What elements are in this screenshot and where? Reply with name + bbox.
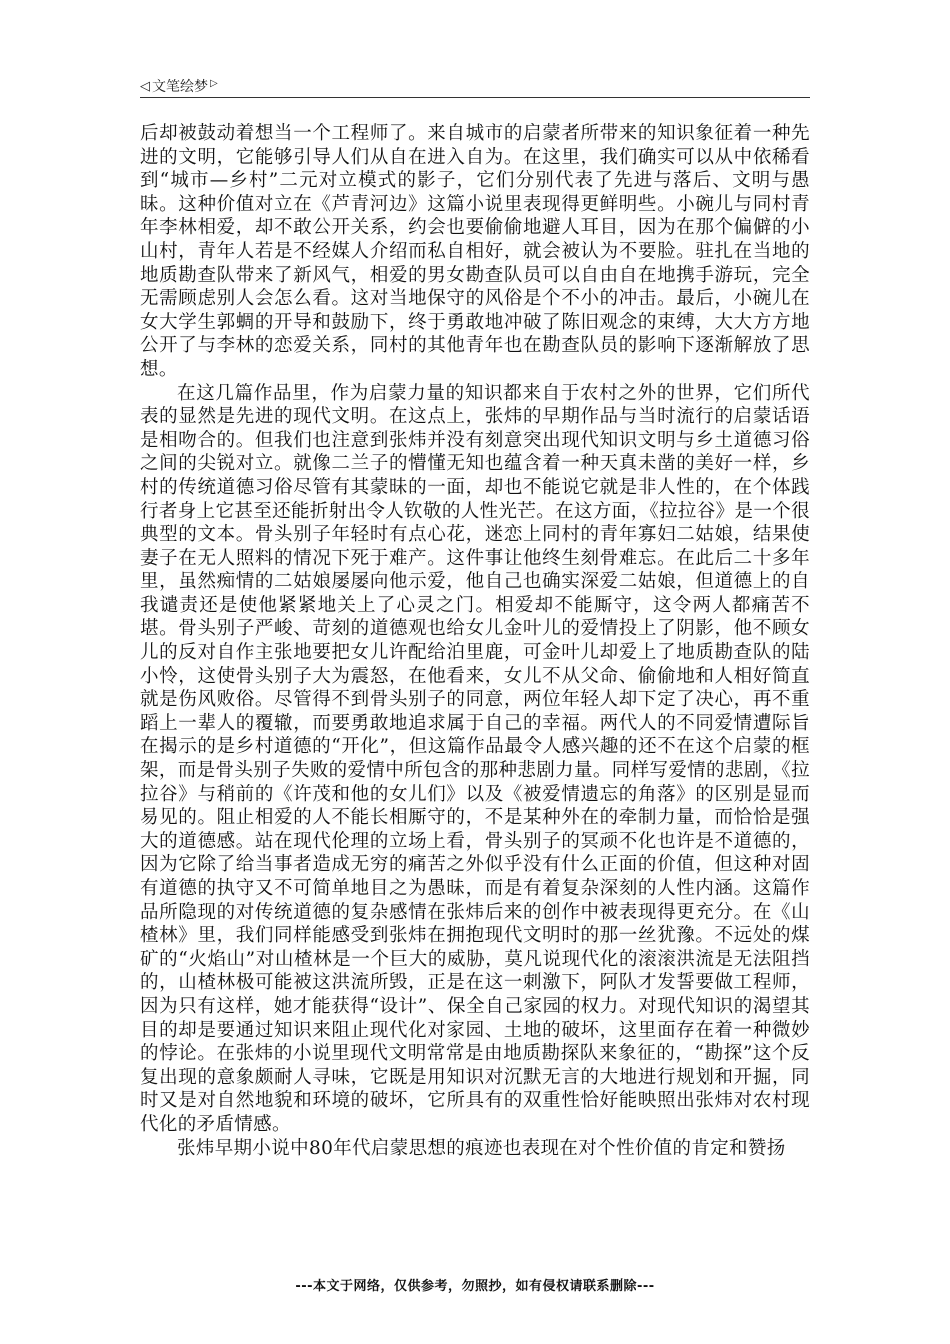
left-triangle-icon: ◁ — [140, 78, 150, 94]
paragraph-2: 在这几篇作品里，作为启蒙力量的知识都来自于农村之外的世界，它们所代表的显然是先进的现代文明。在这点上，张炜的早期作品与当时流行的启蒙话语是相吻合的。但我们也注意到张炜并没有刻意突出现代知识文明与乡土道德习俗之间的尖锐对立。就像二兰子的懵懂无知也蕴含着一种天真未凿的美好一样，乡村的传统道德习俗尽管有其蒙昧的一面，却也不能说它就是非人性的，在个体践行者身上它甚至还能折射出令人钦敬的人性光芒。在这方面，《拉拉谷》是一个很典型的文本。骨头别子年轻时有点心花，迷恋上同村的青年寡妇二姑娘，结果使妻子在无人照料的情况下死于难产。这件事让他终生刻骨难忘。在此后二十多年里，虽然痴情的二姑娘屡屡向他示爱，他自己也确实深爱二姑娘，但道德上的自我谴责还是使他紧紧地关上了心灵之门。相爱却不能厮守，这令两人都痛苦不堪。骨头别子严峻、苛刻的道德观也给女儿金叶儿的爱情投上了阴影，他不顾女儿的反对自作主张地要把女儿许配给泊里鹿，可金叶儿却爱上了地质勘查队的陆小怜，这使骨头别子大为震怒，在他看来，女儿不从父命、偷偷地和人相好简直就是伤风败俗。尽管得不到骨头别子的同意，两位年轻人却下定了决心，再不重蹈上一辈人的覆辙，而要勇敢地追求属于自己的幸福。两代人的不同爱情遭际旨在揭示的是乡村道德的“开化”，但这篇作品最令人感兴趣的还不在这个启蒙的框架，而是骨头别子失败的爱情中所包含的那种悲剧力量。同样写爱情的悲剧，《拉拉谷》与稍前的《许茂和他的女儿们》以及《被爱情遗忘的角落》的区别是显而易见的。阻止相爱的人不能长相厮守的，不是某种外在的牵制力量，而恰恰是强大的道德感。站在现代伦理的立场上看，骨头别子的冥顽不化也许是不道德的，因为它除了给当事者造成无穷的痛苦之外似乎没有什么正面的价值，但这种对固有道德的执守又不可简单地目之为愚昧，而是有着复杂深刻的人性内涵。这篇作品所隐现的对传统道德的复杂感情在张炜后来的创作中被表现得更充分。在《山楂林》里，我们同样能感受到张炜在拥抱现代文明时的那一丝犹豫。不远处的煤矿的“火焰山”对山楂林是一个巨大的威胁，莫凡说现代化的滚滚洪流是无法阻挡的，山楂林极可能被这洪流所毁，正是在这一刺激下，阿队才发誓要做工程师，因为只有这样，她才能获得“设计”、保全自己家园的权力。对现代知识的渴望其目的却是要通过知识来阻止现代化对家园、土地的破坏，这里面存在着一种微妙的悖论。在张炜的小说里现代文明常常是由地质勘探队来象征的，“勘探”这个反复出现的意象颇耐人寻味，它既是用知识对沉默无言的大地进行规划和开掘，同时又是对自然地貌和环境的破坏，它所具有的双重性恰好能映照出张炜对农村现代化的矛盾情感。 — [140, 382, 810, 1135]
header-divider — [140, 97, 810, 98]
page-header — [140, 74, 810, 98]
page-footer: ---本文于网络，仅供参考，勿照抄，如有侵权请联系删除--- — [295, 1279, 655, 1294]
paragraph-3: 张炜早期小说中80年代启蒙思想的痕迹也表现在对个性价值的肯定和赞扬 — [177, 1137, 786, 1159]
right-triangle-icon: ▷ — [210, 77, 218, 89]
document-body — [140, 122, 810, 1160]
header-title: 文笔绘梦 — [152, 79, 208, 95]
paragraph-1: 后却被鼓动着想当一个工程师了。来自城市的启蒙者所带来的知识象征着一种先进的文明，它能够引导人们从自在进入自为。在这里，我们确实可以从中依稀看到“城市—乡村”二元对立模式的影子，它们分别代表了先进与落后、文明与愚昧。这种价值对立在《芦青河边》这篇小说里表现得更鲜明些。小碗儿与同村青年李林相爱，却不敢公开关系，约会也要偷偷地避人耳目，因为在那个偏僻的小山村，青年人若是不经媒人介绍而私自相好，就会被认为不要脸。驻扎在当地的地质勘查队带来了新风气，相爱的男女勘查队员可以自由自在地携手游玩，完全无需顾虑别人会怎么看。这对当地保守的风俗是个不小的冲击。最后，小碗儿在女大学生郭蜩的开导和鼓励下，终于勇敢地冲破了陈旧观念的束缚，大大方方地公开了与李林的恋爱关系，同村的其他青年也在勘查队员的影响下逐渐解放了思想。 — [140, 123, 810, 380]
